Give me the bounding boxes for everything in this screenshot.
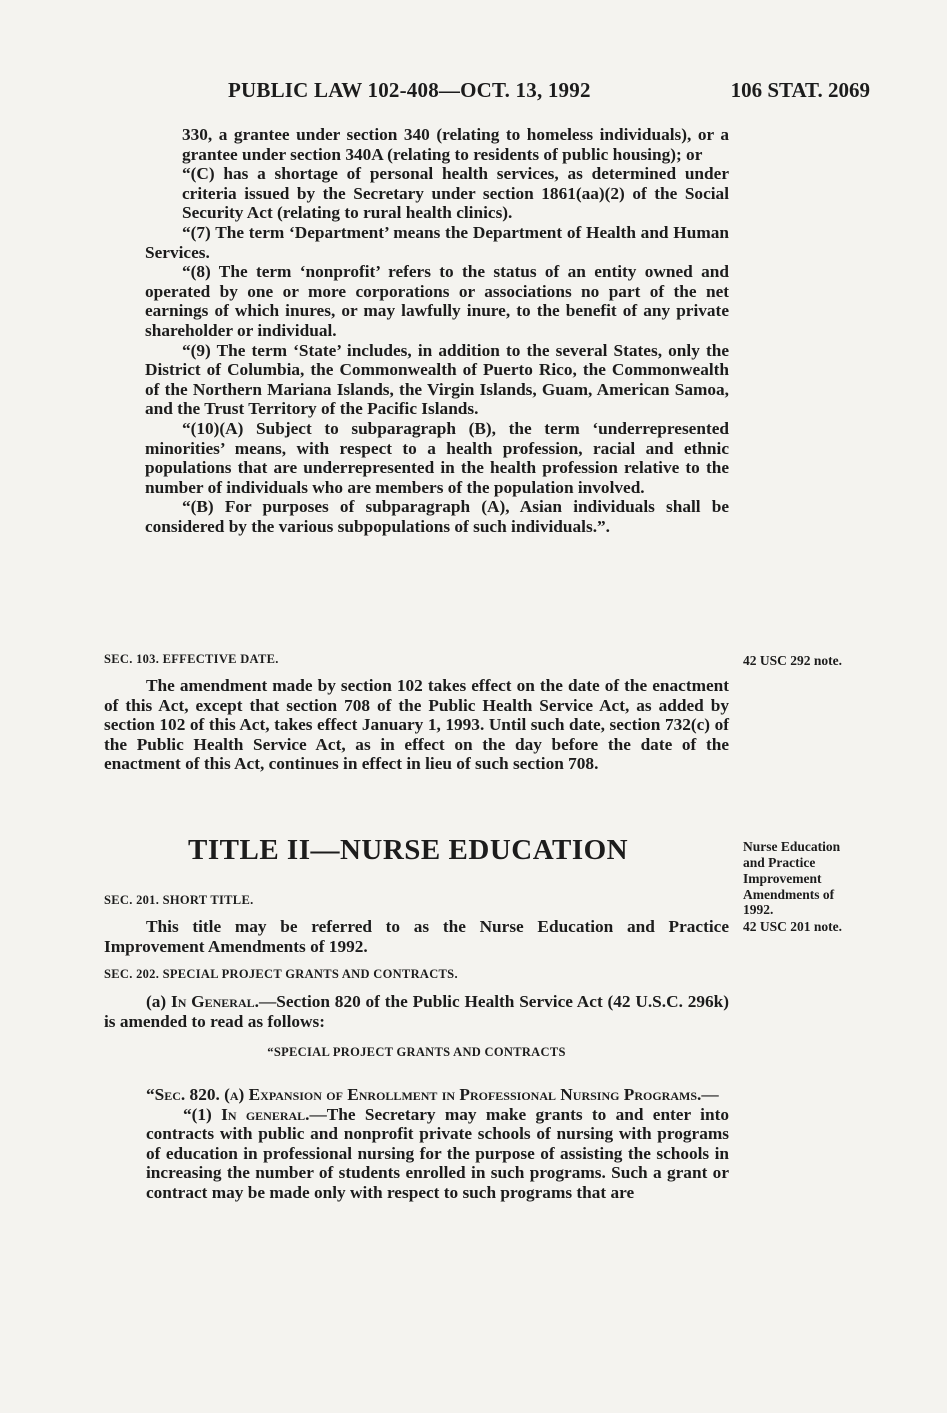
sec-820-dash: — bbox=[701, 1085, 719, 1104]
sec-201-body bbox=[104, 917, 729, 956]
sec-820-p1 bbox=[104, 1105, 729, 1203]
margin-note-line: 1992. bbox=[743, 902, 774, 917]
p1-caps: In general. bbox=[221, 1104, 310, 1124]
p1-text: —The Secretary may make grants to and enter into contracts with public and nonprofit private schools of nursing with programs of education in professional nursing for the purpose of assisting the schools in increasing the number of students enrolled in such programs. Such a grant or contract may be made only with respect to such programs that are bbox=[146, 1104, 729, 1202]
sec-202-a-text bbox=[104, 992, 729, 1031]
sec-103-margin-note: 42 USC 292 note. bbox=[743, 653, 843, 668]
sec-202-heading: SEC. 202. SPECIAL PROJECT GRANTS AND CONTRACTS. bbox=[104, 967, 458, 981]
sec-820-prefix: “Sec. 820. (a) bbox=[146, 1085, 249, 1104]
sec-103-body bbox=[104, 676, 729, 774]
para-330-continuation: 330, a grantee under section 340 (relating to homeless individuals), or a grantee under section 340A (relating to residents of public housing); or bbox=[182, 125, 729, 164]
margin-note-line: Nurse Education bbox=[743, 839, 841, 854]
title-ii-margin-note bbox=[743, 839, 883, 935]
sec-202-a-rest: —Section 820 of the Public Health Service Act (42 U.S.C. 296k) is amended to read as follows: bbox=[104, 992, 729, 1031]
para-9-state: “(9) The term ‘State’ includes, in addition to the several States, only the District of Columbia, the Commonwealth of Puerto Rico, the Commonwealth of the Northern Mariana Islands, the Virgin Islands, Guam, American Samoa, and the Trust Territory of the Pacific Islands. bbox=[145, 340, 729, 419]
para-10b-asian: “(B) For purposes of subparagraph (A), Asian individuals shall be considered by the various subpopulations of such individuals.”. bbox=[145, 497, 729, 536]
sec-820-body bbox=[104, 1085, 729, 1203]
sec-202-a bbox=[104, 992, 729, 1031]
sec-201-heading: SEC. 201. SHORT TITLE. bbox=[104, 893, 254, 907]
title-ii-heading: TITLE II—NURSE EDUCATION bbox=[188, 834, 629, 866]
para-8-nonprofit: “(8) The term ‘nonprofit’ refers to the status of an entity owned and operated by one or more corporations or associations no part of the net earnings of which inures, or may lawfully inure, to the benefit of any private shareholder or individual. bbox=[145, 262, 729, 340]
margin-note-line: and Practice bbox=[743, 855, 816, 870]
para-7-department: “(7) The term ‘Department’ means the Department of Health and Human Services. bbox=[145, 222, 729, 262]
sec-202-a-label: (a) bbox=[146, 992, 171, 1011]
sec-820-heading bbox=[104, 1085, 729, 1105]
sec-202-a-caps: In General. bbox=[170, 992, 259, 1011]
margin-note-line: 42 USC 201 note. bbox=[743, 919, 843, 934]
sec-201-text: This title may be referred to as the Nurse Education and Practice Improvement Amendments of 1992. bbox=[104, 917, 729, 956]
sec-103-text: The amendment made by section 102 takes effect on the date of the enactment of this Act, except that section 708 of the Public Health Service Act, as added by section 102 of this Act, takes effect January 1, 1993. Until such date, section 732(c) of the Public Health Service Act, as in effect on the day before the date of the enactment of this Act, continues in effect in lieu of such section 708. bbox=[104, 676, 729, 774]
sec-103-heading: SEC. 103. EFFECTIVE DATE. bbox=[104, 652, 279, 666]
page-number: 106 STAT. 2069 bbox=[730, 78, 870, 102]
margin-note-line: Improvement bbox=[743, 871, 822, 886]
page-header bbox=[228, 78, 870, 108]
margin-note-line: Amendments of bbox=[743, 887, 835, 902]
p1-prefix: “(1) bbox=[183, 1104, 222, 1124]
running-head: PUBLIC LAW 102-408—OCT. 13, 1992 bbox=[228, 78, 591, 102]
center-caption: “SPECIAL PROJECT GRANTS AND CONTRACTS bbox=[267, 1045, 566, 1059]
continued-definitions bbox=[145, 125, 729, 536]
para-10a-minorities: “(10)(A) Subject to subparagraph (B), the term ‘underrepresented minorities’ means, with respect to a health profession, racial and ethnic populations that are underrepresented in the health profession relative to the number of individuals who are members of the population involved. bbox=[145, 418, 729, 497]
para-c-shortage: “(C) has a shortage of personal health services, as determined under criteria issued by the Secretary under section 1861(aa)(2) of the Social Security Act (relating to rural health clinics). bbox=[182, 164, 729, 223]
sec-820-caps: Expansion of Enrollment in Professional Nursing Programs. bbox=[248, 1085, 702, 1104]
